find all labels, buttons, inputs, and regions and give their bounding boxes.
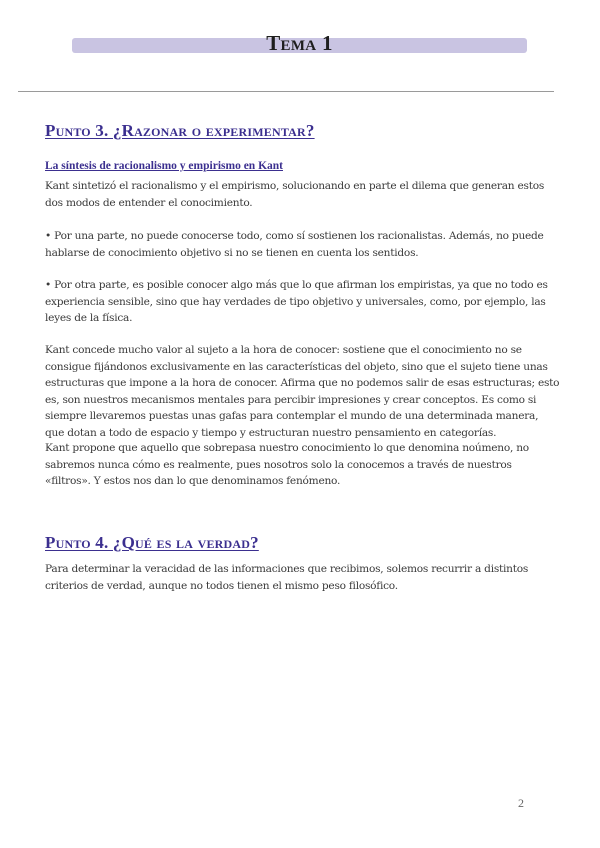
subheading-kant-synthesis: La síntesis de racionalismo y empirismo en Kant [45, 160, 283, 172]
page-title: Tema 1 [266, 31, 333, 55]
paragraph-intro: Kant sintetizó el racionalismo y el empirismo, solucionando en parte el dilema que generan estos dos modos de entender el conocimiento. [45, 180, 545, 209]
page-number: 2 [518, 796, 524, 810]
paragraph-kant-subject: Kant concede mucho valor al sujeto a la hora de conocer: sostiene que el conocimiento no se consigue fijándonos exclusivamente en las características del objeto, sino que el sujeto tiene unas estructuras que impone a la hora de conocer. Afirma que no podemos salir de esas estructuras; esto es, son nuestros mecanismos mentales para percibir impresiones y crear conceptos. Es como si siempre llevaremos puestas unas gafas para contemplar el mundo de una determinada manera, que dotan a todo de espacio y tiempo y estructuran nuestro pensamiento en categorías. [45, 344, 560, 439]
paragraph-bullet-1: • Por una parte, no puede conocerse todo, como sí sostienen los racionalistas. Además, no puede hablarse de conocimiento objetivo si no se tienen en cuenta los sentidos. [45, 230, 544, 259]
paragraph-bullet-2: • Por otra parte, es posible conocer algo más que lo que afirman los empiristas, ya que no todo es experiencia sensible, sino que hay verdades de tipo objetivo y universales, como, por ejemplo, las leyes de la física. [45, 279, 548, 325]
section-heading-punto-3: Punto 3. ¿Razonar o experimentar? [45, 121, 315, 140]
paragraph-noumeno: Kant propone que aquello que sobrepasa nuestro conocimiento lo que denomina noúmeno, no sabremos nunca cómo es realmente, pues nosotros solo la conocemos a través de nuestros «filtros». Y estos nos dan lo que denominamos fenómeno. [45, 442, 529, 488]
section-heading-punto-4: Punto 4. ¿Qué es la verdad? [45, 533, 259, 552]
paragraph-verdad: Para determinar la veracidad de las informaciones que recibimos, solemos recurrir a distintos criterios de verdad, aunque no todos tienen el mismo peso filosófico. [45, 563, 529, 592]
header-divider [18, 91, 554, 92]
